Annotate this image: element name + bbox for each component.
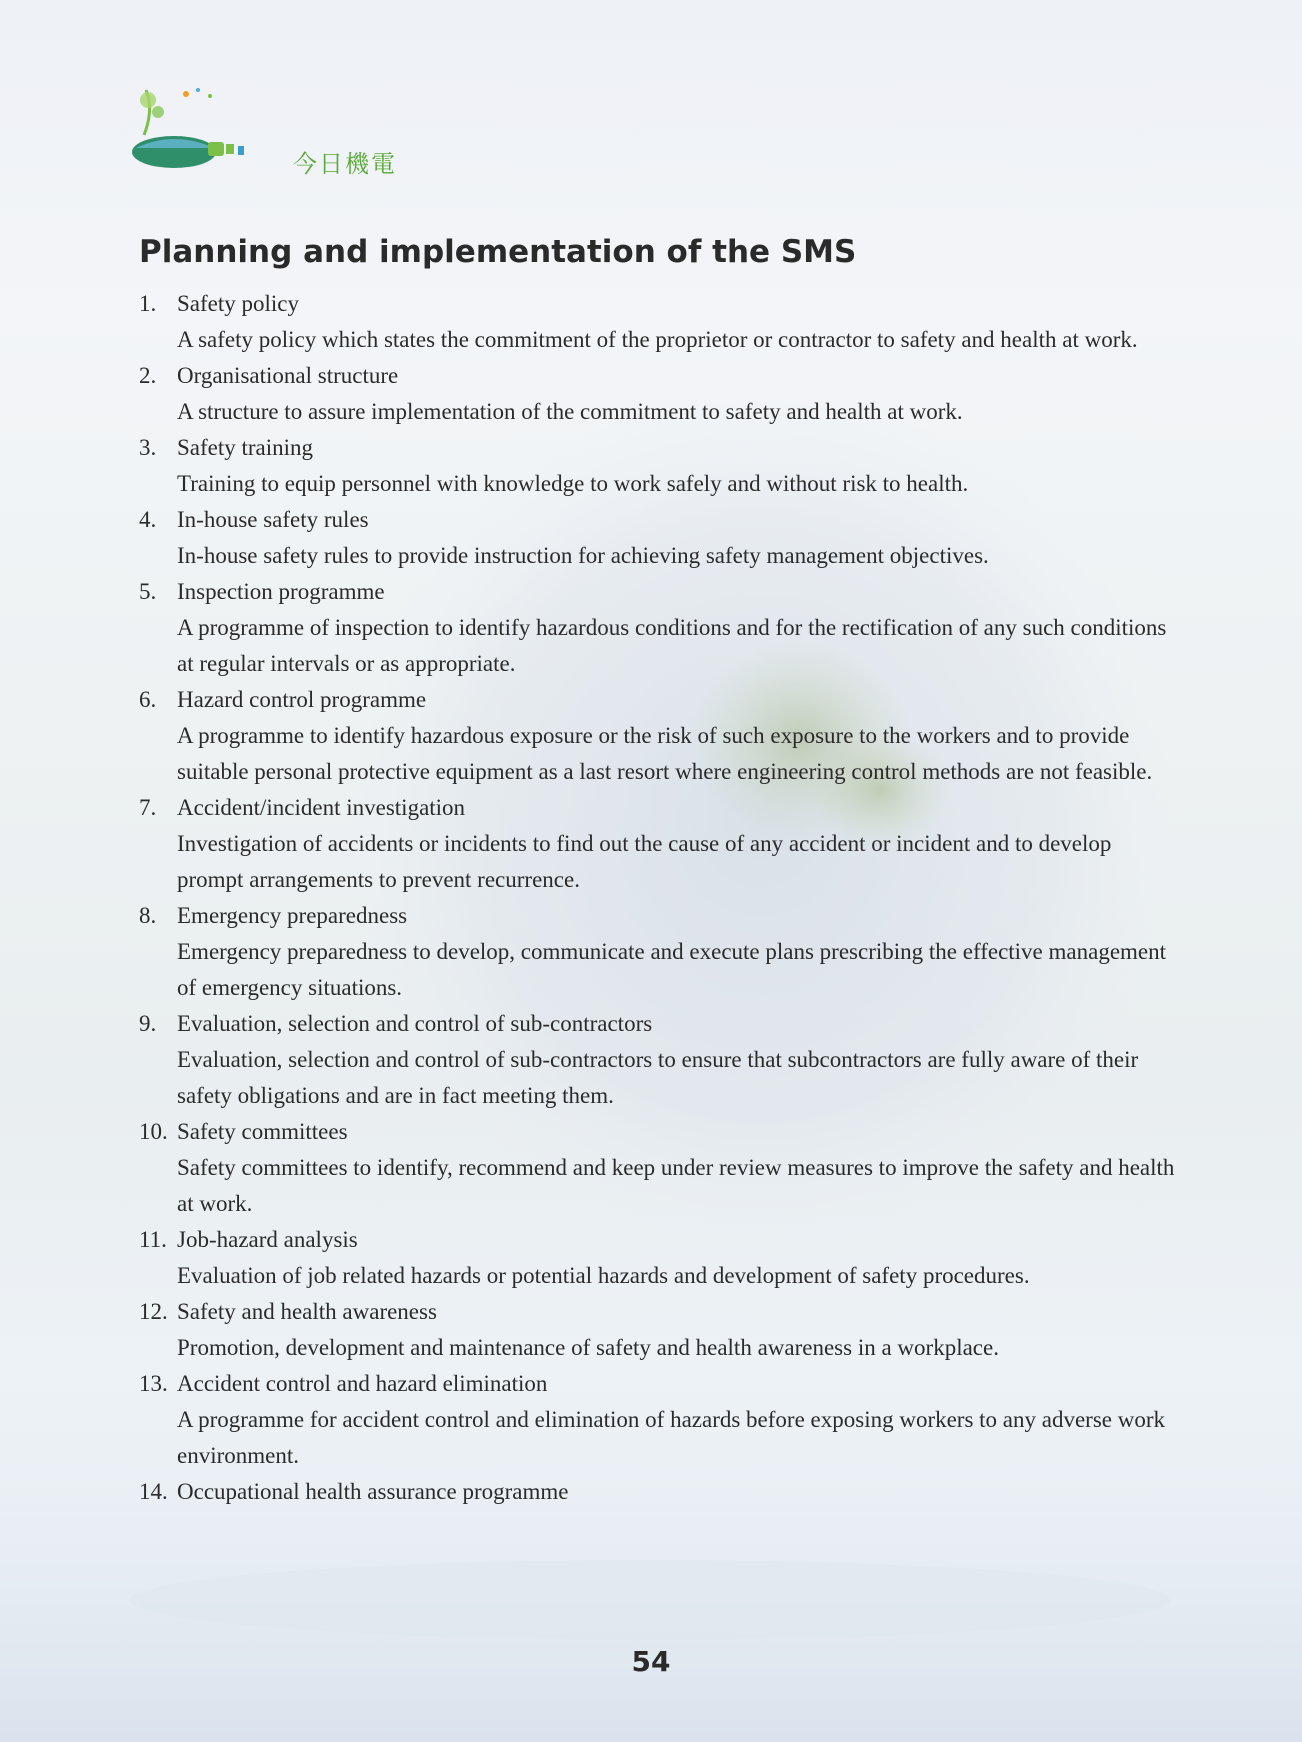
list-item xyxy=(139,574,1179,682)
item-heading: Accident/incident investigation xyxy=(177,795,466,820)
list-item xyxy=(139,1222,1179,1294)
item-heading-row xyxy=(139,1222,1179,1258)
item-number: 4. xyxy=(139,507,157,532)
item-number: 9. xyxy=(139,1011,157,1036)
item-heading: Safety committees xyxy=(177,1119,348,1144)
item-number: 5. xyxy=(139,579,157,604)
item-number: 7. xyxy=(139,795,157,820)
item-heading: Occupational health assurance programme xyxy=(177,1479,569,1504)
item-heading-row xyxy=(139,898,1179,934)
item-description: Safety committees to identify, recommend and keep under review measures to improve the safety and health at work. xyxy=(177,1155,1175,1216)
list-item xyxy=(139,502,1179,574)
item-heading-row xyxy=(139,286,1179,322)
item-heading-row xyxy=(139,682,1179,718)
list-item xyxy=(139,430,1179,502)
item-description: A programme for accident control and elimination of hazards before exposing workers to any adverse work environment. xyxy=(177,1407,1166,1468)
item-heading-row xyxy=(139,790,1179,826)
item-description: Investigation of accidents or incidents to find out the cause of any accident or incident and to develop prompt arrangements to prevent recurrence. xyxy=(177,831,1112,892)
item-heading-row xyxy=(139,1006,1179,1042)
item-heading: Safety training xyxy=(177,435,314,460)
item-heading-row xyxy=(139,1114,1179,1150)
item-heading-row xyxy=(139,1294,1179,1330)
item-heading: Accident control and hazard elimination xyxy=(177,1371,548,1396)
item-heading: In-house safety rules xyxy=(177,507,369,532)
item-number: 1. xyxy=(139,291,157,316)
item-description: Emergency preparedness to develop, communicate and execute plans prescribing the effective management of emergency situations. xyxy=(177,939,1167,1000)
page-title: Planning and implementation of the SMS xyxy=(139,234,857,270)
item-number: 3. xyxy=(139,435,157,460)
item-description: Promotion, development and maintenance of safety and health awareness in a workplace. xyxy=(177,1335,999,1360)
item-heading-row xyxy=(139,430,1179,466)
item-description: In-house safety rules to provide instruction for achieving safety management objectives. xyxy=(177,543,989,568)
item-number: 2. xyxy=(139,363,157,388)
item-heading-row xyxy=(139,358,1179,394)
item-heading: Safety and health awareness xyxy=(177,1299,437,1324)
item-heading: Safety policy xyxy=(177,291,299,316)
list-item xyxy=(139,1366,1179,1474)
item-heading: Organisational structure xyxy=(177,363,399,388)
item-number: 10. xyxy=(139,1119,168,1144)
page-number: 54 xyxy=(631,1645,671,1678)
list-item xyxy=(139,1474,1179,1510)
list-item xyxy=(139,286,1179,358)
item-number: 11. xyxy=(139,1227,167,1252)
item-heading-row xyxy=(139,1474,1179,1510)
item-number: 8. xyxy=(139,903,157,928)
item-description: A programme of inspection to identify hazardous conditions and for the rectification of any such conditions at regular intervals or as appropriate. xyxy=(177,615,1167,676)
item-heading: Evaluation, selection and control of sub-contractors xyxy=(177,1011,653,1036)
item-heading: Emergency preparedness xyxy=(177,903,408,928)
item-description: A programme to identify hazardous exposure or the risk of such exposure to the workers and to provide suitable personal protective equipment as a last resort where engineering control methods are not feasible. xyxy=(177,723,1153,784)
list-item xyxy=(139,1114,1179,1222)
item-description: Evaluation of job related hazards or potential hazards and development of safety procedures. xyxy=(177,1263,1030,1288)
list-item xyxy=(139,358,1179,430)
magazine-logo xyxy=(126,80,276,180)
item-description: A safety policy which states the commitment of the proprietor or contractor to safety and health at work. xyxy=(177,327,1138,352)
item-heading: Inspection programme xyxy=(177,579,385,604)
item-heading: Job-hazard analysis xyxy=(177,1227,358,1252)
list-item xyxy=(139,898,1179,1006)
item-description: Training to equip personnel with knowledge to work safely and without risk to health. xyxy=(177,471,969,496)
item-heading-row xyxy=(139,1366,1179,1402)
list-item xyxy=(139,1294,1179,1366)
item-heading: Hazard control programme xyxy=(177,687,427,712)
item-number: 6. xyxy=(139,687,157,712)
item-description: Evaluation, selection and control of sub-contractors to ensure that subcontractors are fully aware of their safety obligations and are in fact meeting them. xyxy=(177,1047,1139,1108)
item-number: 13. xyxy=(139,1371,168,1396)
item-description: A structure to assure implementation of the commitment to safety and health at work. xyxy=(177,399,963,424)
list-item xyxy=(139,1006,1179,1114)
sms-elements-list xyxy=(139,286,1179,1510)
item-heading-row xyxy=(139,502,1179,538)
item-number: 14. xyxy=(139,1479,168,1504)
magazine-brand-name: 今日機電 xyxy=(293,150,397,178)
item-heading-row xyxy=(139,574,1179,610)
item-number: 12. xyxy=(139,1299,168,1324)
list-item xyxy=(139,790,1179,898)
list-item xyxy=(139,682,1179,790)
